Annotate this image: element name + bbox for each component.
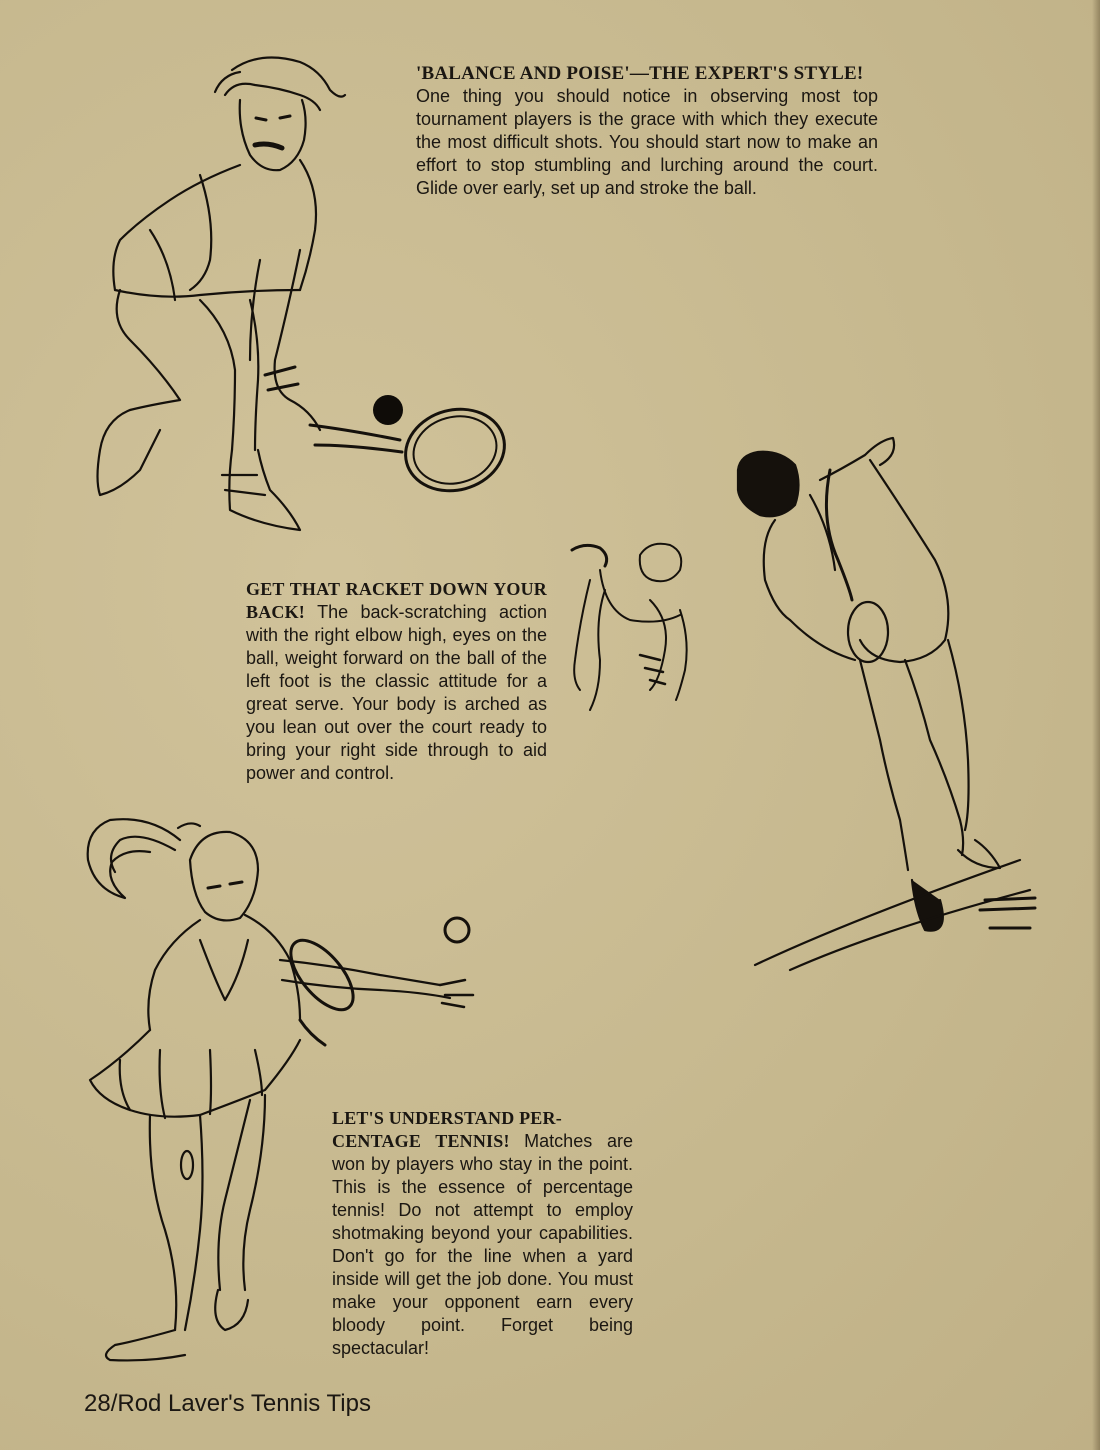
tip-heading-cont: CENTAGE TENNIS! [332,1131,525,1151]
ball-1 [373,395,403,425]
page-footer: 28/Rod Laver's Tennis Tips [84,1390,371,1417]
server-back-illustration [738,438,1035,970]
tip-heading: 'BALANCE AND POISE'—THE EXPERT'S STYLE! [416,63,864,84]
ball-2 [445,918,469,942]
tip-heading: GET THAT RACKET DOWN YOUR BACK! [246,579,547,622]
tip-percentage-tennis [332,1107,633,1360]
female-serve-illustration [572,544,687,710]
tip-body: The back-scratching action with the right elbow high, eyes on the ball, weight forward on the ball of the left foot is the classic attitude for a great serve. Your body is arched as you lean out over the court ready to bring your right side through to aid power and control. [246,602,548,783]
tip-racket-down-back [246,578,547,785]
tip-body: One thing you should notice in observing most top tournament players is the grace with which they execute the most difficult shots. You should start now to make an effort to stop stumbling and lurching around the court. Glide over early, set up and stroke the ball. [416,86,878,198]
tip-body: Matches are won by players who stay in the point. This is the essence of percentage tennis! Do not attempt to employ shotmaking beyond your capabilities. Don't go for the line when a yard inside will get the job done. You must make your opponent earn every bloody point. Forget being spectacular! [332,1131,634,1358]
tip-balance-and-poise [416,62,878,200]
tip-heading: LET'S UNDERSTAND PER- [332,1108,562,1128]
